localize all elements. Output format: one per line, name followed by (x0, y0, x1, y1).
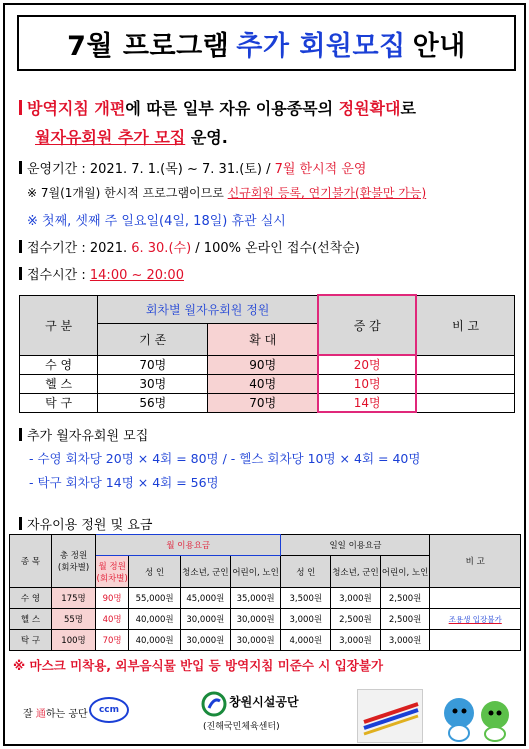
extra-line-2: - 탁구 회차당 14명 × 4회 = 56명 (29, 475, 219, 490)
table-row: 탁 구 56명 70명 14명 (20, 393, 515, 412)
org-subtitle: (진해국민체육센터) (203, 722, 280, 732)
flag-image (357, 689, 423, 743)
table-row: 헬 스 55명 40명 40,000원 30,000원 30,000원 3,000원 2,500원 2,500원 조용생 입장불가 (10, 609, 521, 630)
quota-header-change: 증 감 (318, 295, 416, 355)
quota-header-expand: 확 대 (208, 324, 318, 355)
fee-table: 종 목 총 정원 (회차별) 월 이용요금 일일 이용요금 비 고 월 정원 (회차별) 성 인 청소년, 군인 어린이, 노인 성 인 청소년, 군인 어린이, 노인 수 영 175명 90명 55,000원 45,000원 35,000원 3,500원 3,000원 2,500원 헬 스 55명 40명 40,000원 30,000원 30,000원 3,000원 2,500원 2,500원 조용생 입장불가 탁 구 100명 70명 40,000원 30,000원 30,000원 4,000원 3,000원 3,000원 (9, 534, 521, 651)
quota-header-category: 구 분 (20, 295, 98, 355)
notice-page (3, 3, 526, 746)
title-part3: 안내 (412, 30, 466, 62)
receipt-period: 접수기간 : 2021. 6. 30.(수) / 100% 온라인 접수(선착순) (19, 237, 360, 256)
extra-heading: 추가 월자유회원 모집 (19, 425, 148, 444)
bullet-bar (19, 100, 22, 115)
fee-heading: 자유이용 정원 및 요금 (19, 514, 152, 533)
slogan: 잘 通하는 공단 (23, 709, 88, 720)
table-row: 수 영 175명 90명 55,000원 45,000원 35,000원 3,500원 3,000원 2,500원 (10, 588, 521, 609)
quota-header-note: 비 고 (416, 295, 514, 355)
title-part2: 추가 회원모집 (236, 30, 406, 62)
table-row: 탁 구 100명 70명 40,000원 30,000원 30,000원 4,000원 3,000원 3,000원 (10, 630, 521, 651)
receipt-time: 접수시간 : 14:00 ~ 20:00 (19, 264, 184, 283)
note-closed-days: ※ 첫째, 셋째 주 일요일(4일, 18일) 휴관 실시 (27, 214, 286, 229)
org-logo-icon (201, 691, 227, 717)
bullet-bar (19, 161, 22, 174)
ccm-logo: ccm (89, 697, 129, 723)
warning-note: ※ 마스크 미착용, 외부음식물 반입 등 방역지침 미준수 시 입장불가 (13, 658, 384, 673)
title-part1: 7월 프로그램 (67, 30, 230, 62)
org-name: 창원시설공단 (229, 695, 299, 709)
quota-table (19, 294, 515, 413)
page-title (17, 15, 516, 71)
extra-line-1: - 수영 회차당 20명 × 4회 = 80명 / - 헬스 회차당 10명 × 4회 = 40명 (29, 451, 421, 466)
bullet-bar (19, 428, 22, 441)
bullet-bar (19, 240, 22, 253)
footer (5, 685, 524, 745)
quota-header-base: 기 존 (98, 324, 208, 355)
intro-line-1: 방역지침 개편에 따른 일부 자유 이용종목의 정원확대로 (19, 96, 416, 119)
intro-line-2: 월자유회원 추가 모집 운영. (35, 128, 228, 147)
quota-header-quota: 회차별 월자유회원 정원 (98, 295, 318, 324)
bullet-bar (19, 517, 22, 530)
note-no-postpone: ※ 7월(1개월) 한시적 프로그램이므로 신규회원 등록, 연기불가(환불만 가능) (27, 186, 427, 200)
bullet-bar (19, 267, 22, 280)
table-row: 수 영 70명 90명 20명 (20, 355, 515, 374)
operating-period: 운영기간 : 2021. 7. 1.(목) ~ 7. 31.(토) / 7월 한시적 운영 (19, 158, 366, 177)
mascot-image (437, 691, 517, 743)
table-row: 헬 스 30명 40명 10명 (20, 374, 515, 393)
